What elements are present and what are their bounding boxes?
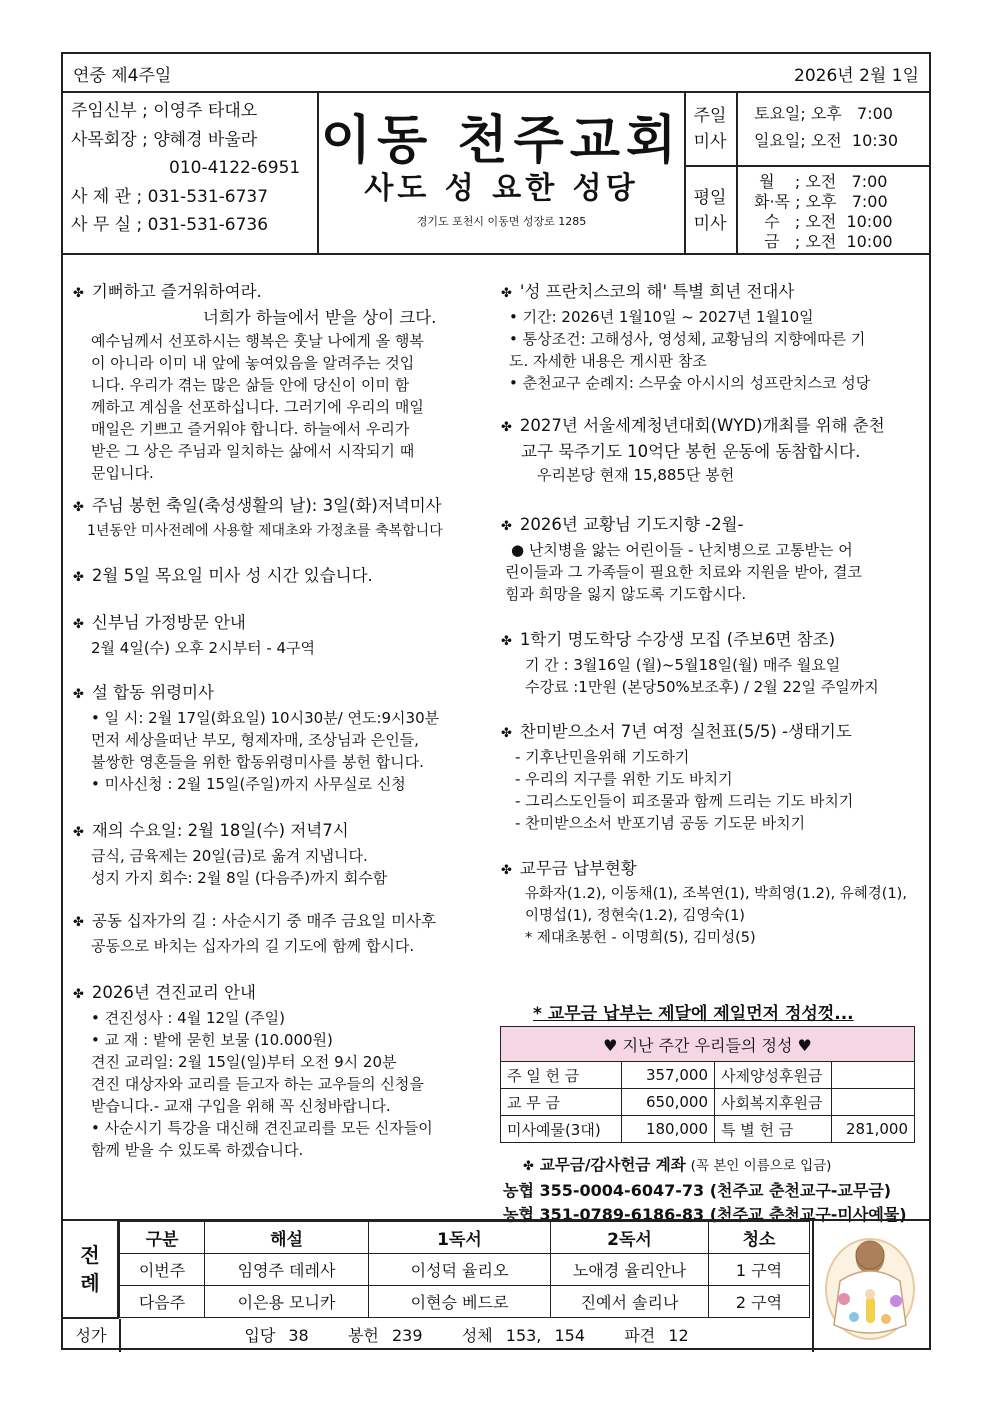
rectory-phone: 사 제 관 ; 031-531-6737 (71, 186, 269, 207)
table-cell: 노애경 율리안나 (551, 1254, 709, 1286)
notice-wyd-rosary (501, 414, 911, 486)
notice-line: - 우리의 지구를 위한 기도 바치기 (515, 770, 733, 788)
notice-line: 받습니다.- 교재 구입을 위해 꼭 신청바랍니다. (91, 1097, 391, 1115)
notice-line: 니다. 우리가 겪는 많은 삶들 안에 당신이 이미 함 (91, 376, 410, 394)
bulletin-date: 2026년 2월 1일 (794, 66, 919, 86)
table-cell: 진예서 솔리나 (551, 1286, 709, 1318)
offering-amount (832, 1089, 915, 1116)
notice-line: • 교 재 : 밭에 묻힌 보물 (10.000원) (91, 1031, 333, 1049)
notice-line: 도. 자세한 내용은 게시판 참조 (509, 352, 707, 370)
clover-icon: ✤ (73, 987, 84, 1002)
notice-line: 예수님께서 선포하시는 행복은 훗날 나에게 올 행복 (91, 332, 424, 350)
notice-holy-hour (73, 564, 461, 590)
notice-title: '성 프란치스코의 해' 특별 희년 전대사 (519, 282, 795, 301)
col-header: 구분 (120, 1222, 205, 1254)
table-cell: 임영주 데레사 (205, 1254, 369, 1286)
notice-title: 주님 봉헌 축일(축성생활의 날): 3일(화)저녁미사 (91, 496, 442, 515)
notice-line: - 찬미받으소서 반포기념 공동 기도문 바치기 (515, 814, 806, 832)
table-header (120, 1222, 810, 1254)
mass-schedule (684, 91, 929, 253)
table-row (120, 1254, 810, 1286)
notices (63, 253, 929, 1224)
clover-icon: ✤ (73, 500, 84, 515)
notice-line: 성지 가지 회수: 2월 8일 (다음주)까지 회수함 (91, 869, 388, 887)
clover-icon: ✤ (501, 519, 512, 534)
council-phone: 010-4122-6951 (169, 158, 301, 178)
table-cell: 이현승 베드로 (369, 1286, 551, 1318)
clover-icon: ✤ (523, 1159, 534, 1174)
liturgy-section (63, 1219, 929, 1352)
notice-line: • 통상조건: 고해성사, 영성체, 교황님의 지향에따른 기 (509, 330, 866, 348)
jesus-illustration (812, 1221, 929, 1352)
offering-amount: 180,000 (622, 1116, 715, 1143)
account-mass-offering: 농협 351-0789-6186-83 (천주교 춘천교구-미사예물) (503, 1205, 907, 1224)
clover-icon: ✤ (501, 420, 512, 435)
notice-title: 설 합동 위령미사 (91, 683, 214, 702)
council-president: 사목회장 ; 양혜경 바울라 (71, 129, 258, 150)
monday-mass: 월 ; 오전 7:00 (754, 172, 888, 191)
clover-icon: ✤ (73, 570, 84, 585)
clover-icon: ✤ (73, 825, 84, 840)
table-row (501, 1062, 915, 1089)
parish-name: 사도 성 요한 성당 (364, 171, 639, 206)
account-note: (꼭 본인 이름으로 입금) (690, 1158, 832, 1174)
notice-line: - 그리스도인들이 피조물과 함께 드리는 기도 바치기 (515, 792, 854, 810)
notice-line: 받은 그 상은 주님과 일치하는 삶에서 시작되기 때 (91, 442, 415, 460)
notice-laudato-si (501, 720, 911, 834)
notice-line: 기 간 : 3월16일 (월)~5월18일(월) 매주 월요일 (525, 656, 841, 674)
notice-line: 린이들과 그 가족들이 필요한 치료와 지원을 받아, 결코 (505, 563, 862, 581)
notice-school-recruit (501, 628, 911, 698)
notice-confirmation (73, 981, 461, 1161)
notice-line: 이 아니라 이미 내 앞에 놓여있음을 알려주는 것입 (91, 354, 415, 372)
notice-title: 신부님 가정방문 안내 (91, 613, 246, 632)
rosary-count: 우리본당 현재 15,885단 봉헌 (537, 466, 735, 484)
offering-caption: ♥ 지난 주간 우리들의 정성 ♥ (501, 1027, 915, 1062)
table-row (501, 1089, 915, 1116)
hymn-label: 성가 (63, 1319, 121, 1352)
clover-icon: ✤ (73, 687, 84, 702)
notice-title: 1학기 명도학당 수강생 모집 (주보6면 참조) (519, 630, 836, 649)
notice-title: 재의 수요일: 2월 18일(수) 저녁7시 (91, 821, 349, 840)
table-cell: 다음주 (120, 1286, 205, 1318)
notice-line: 먼저 세상을떠난 부모, 형제자매, 조상님과 은인들, (91, 731, 419, 749)
notice-line: • 미사신청 : 2월 15일(주일)까지 사무실로 신청 (91, 775, 406, 793)
notice-line: 매일은 기쁘고 즐거워야 합니다. 하늘에서 우리가 (91, 420, 410, 438)
notice-home-visit (73, 611, 461, 659)
notice-line: 견진 교리일: 2월 15일(일)부터 오전 9시 20분 (91, 1053, 397, 1071)
clover-icon: ✤ (501, 863, 512, 878)
notice-line: 금식, 금육제는 20일(금)로 옮겨 지냅니다. (91, 847, 368, 865)
notice-line: • 춘천교구 순례지: 스무숲 아시시의 성프란치스코 성당 (509, 374, 871, 392)
notice-line: * 제대초봉헌 - 이명희(5), 김미성(5) (525, 930, 756, 946)
notice-line: 문입니다. (91, 464, 154, 482)
notice-line: 이명섭(1), 정현숙(1.2), 김영숙(1) (525, 908, 745, 924)
notice-subtitle: 교구 묵주기도 10억단 봉헌 운동에 동참합시다. (521, 442, 861, 461)
sunday-mass-label: 주일 미사 (684, 91, 738, 167)
notice-stations-of-cross (73, 909, 461, 957)
offering-label: 미사예물(3대) (501, 1116, 622, 1143)
notice-line: 견진 대상자와 교리를 듣고자 하는 교우들의 신청을 (91, 1075, 424, 1093)
clover-icon: ✤ (73, 617, 84, 632)
notice-jubilee (501, 280, 911, 394)
notice-ash-wednesday (73, 819, 461, 889)
table-cell: 1 구역 (709, 1254, 810, 1286)
offering-amount (832, 1062, 915, 1089)
notice-title: 공동 십자가의 길 : 사순시기 중 매주 금요일 미사후 (91, 912, 437, 930)
table-cell: 이은용 모니카 (205, 1286, 369, 1318)
clover-icon: ✤ (73, 286, 84, 301)
offering-label: 특 별 헌 금 (715, 1116, 832, 1143)
notice-line: 수강료 :1만원 (본당50%보조후) / 2월 22일 주일까지 (525, 678, 879, 696)
notice-line: 공동으로 바치는 십자가의 길 기도에 함께 합시다. (91, 937, 415, 955)
tithe-motto: * 교무금 납부는 제달에 제일먼저 정성껏... (533, 1004, 854, 1024)
notice-line: 께하고 계심을 선포하십니다. 그러기에 우리의 매일 (91, 398, 424, 416)
header (63, 91, 929, 255)
liturgy-label: 전 례 (63, 1221, 119, 1319)
hymn-numbers: 입당 38 봉헌 239 성체 153, 154 파견 12 (244, 1326, 689, 1345)
notice-line: 2월 4일(수) 오후 2시부터 - 4구역 (91, 639, 316, 657)
sunday-mass-times (738, 91, 929, 167)
clover-icon: ✤ (501, 634, 512, 649)
clover-icon: ✤ (501, 726, 512, 741)
notice-line: • 일 시: 2월 17일(화요일) 10시30분/ 연도:9시30분 (91, 709, 440, 727)
notice-presentation-feast (73, 494, 461, 542)
church-name: 이동 천주교회 (320, 110, 683, 171)
notice-beatitudes (73, 280, 461, 484)
jesus-child-icon (814, 1221, 927, 1350)
notice-line: • 기간: 2026년 1월10일 ~ 2027년 1월10일 (509, 308, 814, 326)
notice-subtitle: 너희가 하늘에서 받을 상이 크다. (203, 308, 437, 327)
office-phone: 사 무 실 ; 031-531-6736 (71, 215, 269, 235)
table-cell: 이번주 (120, 1254, 205, 1286)
masthead (319, 91, 686, 253)
table-row (501, 1116, 915, 1143)
offering-table (500, 1026, 915, 1143)
notice-title: 찬미받으소서 7년 여정 실천표(5/5) -생태기도 (519, 722, 852, 741)
col-header: 2독서 (551, 1222, 709, 1254)
account-title: 교무금/감사헌금 계좌 (539, 1156, 686, 1174)
account-tithe: 농협 355-0004-6047-73 (천주교 춘천교구-교무금) (503, 1181, 892, 1200)
tue-thu-mass: 화·목 ; 오후 7:00 (754, 192, 888, 211)
notice-title: 교무금 납부현황 (519, 859, 637, 878)
saturday-mass: 토요일; 오후 7:00 (754, 104, 893, 123)
top-bar (63, 54, 929, 93)
clover-icon: ✤ (73, 915, 84, 930)
bank-accounts (503, 1153, 923, 1227)
notice-line: • 사순시기 특강을 대신해 견진교리를 모든 신자들이 (91, 1119, 433, 1137)
offering-label: 교 무 금 (501, 1089, 622, 1116)
offering-label: 사회복지후원금 (715, 1089, 832, 1116)
sunday-mass: 일요일; 오전 10:30 (754, 131, 899, 150)
notice-pope-intention (501, 513, 911, 605)
offering-label: 사제양성후원금 (715, 1062, 832, 1089)
weekday-mass-label: 평일 미사 (684, 167, 738, 253)
church-address: 경기도 포천시 이동면 성장로 1285 (416, 215, 587, 228)
clover-icon: ✤ (501, 286, 512, 301)
staff-contacts (63, 91, 319, 253)
notice-title: 2026년 견진교리 안내 (91, 983, 256, 1002)
notice-line: 불쌍한 영혼들을 위한 합동위령미사를 봉헌 합니다. (91, 753, 424, 771)
wednesday-mass: 수 ; 오전 10:00 (754, 212, 893, 231)
notice-title: 2027년 서울세계청년대회(WYD)개최를 위해 춘천 (519, 416, 885, 435)
table-cell: 이성덕 율리오 (369, 1254, 551, 1286)
offering-amount: 281,000 (832, 1116, 915, 1143)
notice-line: 유화자(1.2), 이동채(1), 조복연(1), 박희영(1.2), 유혜경(1), (525, 886, 907, 902)
liturgical-week: 연중 제4주일 (73, 66, 172, 86)
friday-mass: 금 ; 오전 10:00 (754, 232, 893, 251)
notice-line: • 견진성사 : 4월 12일 (주일) (91, 1009, 285, 1027)
notice-memorial-mass (73, 681, 461, 795)
pastor: 주임신부 ; 이영주 타대오 (71, 101, 258, 121)
notice-line: ● 난치병을 앓는 어린이들 - 난치병으로 고통받는 어 (511, 541, 853, 559)
notice-title: 2월 5일 목요일 미사 성 시간 있습니다. (91, 566, 373, 585)
offering-amount: 357,000 (622, 1062, 715, 1089)
notice-line: 힘과 희망을 잃지 않도록 기도합시다. (505, 585, 747, 603)
table-row (120, 1286, 810, 1318)
col-header: 청소 (709, 1222, 810, 1254)
offering-label: 주 일 헌 금 (501, 1062, 622, 1089)
hymn-row (63, 1319, 814, 1352)
notice-line: 함께 받을 수 있도록 하겠습니다. (91, 1141, 304, 1159)
liturgy-table (119, 1221, 810, 1318)
weekday-mass-times (738, 167, 929, 253)
col-header: 해설 (205, 1222, 369, 1254)
notice-line: 1년동안 미사전례에 사용할 제대초와 가정초를 축복합니다 (87, 523, 443, 539)
notice-title: 기뻐하고 즐거워하여라. (91, 282, 262, 301)
table-cell: 2 구역 (709, 1286, 810, 1318)
bulletin-frame (61, 52, 931, 1350)
notice-line: - 기후난민을위해 기도하기 (515, 748, 690, 766)
offering-amount: 650,000 (622, 1089, 715, 1116)
notice-title: 2026년 교황님 기도지향 -2월- (519, 515, 744, 534)
notice-tithe-status (501, 857, 911, 949)
col-header: 1독서 (369, 1222, 551, 1254)
